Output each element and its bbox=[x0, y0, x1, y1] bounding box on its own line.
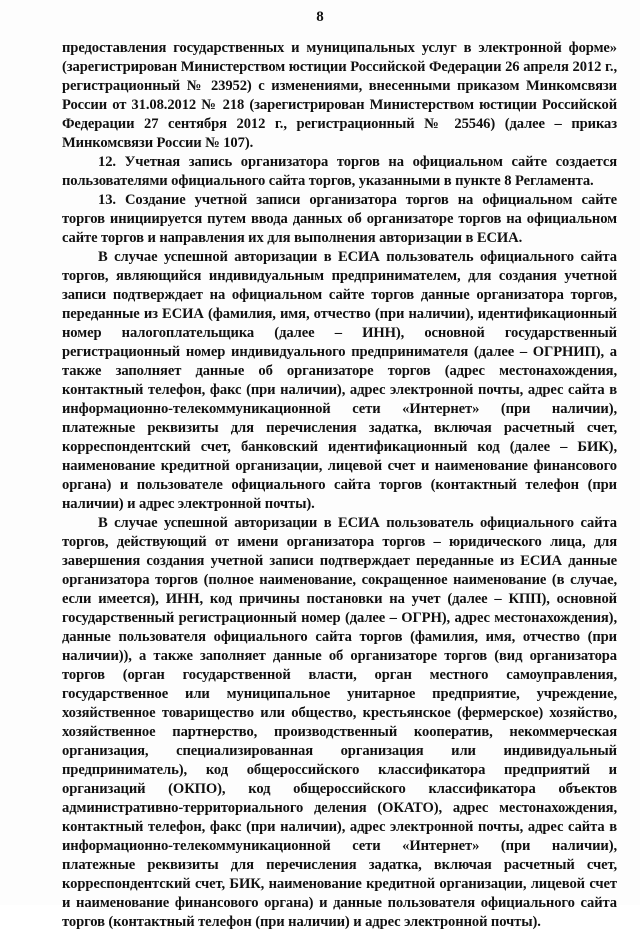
document-body bbox=[62, 39, 617, 932]
paragraph-item-12: 12. Учетная запись организатора торгов на официальном сайте создается пользователями официального сайта торгов, указанными в пункте 8 Регламента. bbox=[62, 154, 617, 189]
page-number: 8 bbox=[316, 9, 324, 25]
paragraph-legal-entity: В случае успешной авторизации в ЕСИА пользователь официального сайта торгов, действующий от имени организатора торгов – юридического лица, для завершения создания учетной записи подтверждает переданные из ЕСИА данные организатора торгов (полное наименование, сокращенное наименование (в случае, если имеется), ИНН, код причины постановки на учет (далее – КПП), основной государственный регистрационный номер (далее – ОГРН), адрес местонахождения), данные пользователя официального сайта торгов (фамилия, имя, отчество (при наличии)), а также заполняет данные об организаторе торгов (вид организатора торгов (орган государственной власти, орган местного самоуправления, государственное или муниципальное унитарное предприятие, учреждение, хозяйственное товарищество или общество, крестьянское (фермерское) хозяйство, хозяйственное партнерство, производственный кооператив, некоммерческая организация, специализированная организация или индивидуальный предприниматель), код общероссийского классификатора предприятий и организаций (ОКПО), код общероссийского классификатора объектов административно-территориального деления (ОКАТО), адрес местонахождения, контактный телефон, факс (при наличии), адрес электронной почты, адрес сайта в информационно-телекоммуникационной сети «Интернет» (при наличии), платежные реквизиты для перечисления задатка, включая расчетный счет, корреспондентский счет, БИК, наименование кредитной организации, лицевой счет и наименование финансового органа) и данные пользователя официального сайта торгов (контактный телефон (при наличии) и адрес электронной почты). bbox=[62, 515, 617, 930]
paragraph-continuation: предоставления государственных и муниципальных услуг в электронной форме» (зарегистрирован Министерством юстиции Российской Федерации 26 апреля 2012 г., регистрационный № 23952) с изменениями, внесенными приказом Минкомсвязи России от 31.08.2012 № 218 (зарегистрирован Министерством юстиции Российской Федерации 27 сентября 2012 г., регистрационный № 25546) (далее – приказ Минкомсвязи России № 107). bbox=[62, 40, 617, 151]
paragraph-item-13: 13. Создание учетной записи организатора торгов на официальном сайте торгов инициируется путем ввода данных об организаторе торгов на официальном сайте торгов и направления их для выполнения авторизации в ЕСИА. bbox=[62, 192, 617, 246]
paragraph-individual-entrepreneur: В случае успешной авторизации в ЕСИА пользователь официального сайта торгов, являющийся индивидуальным предпринимателем, для создания учетной записи подтверждает на официальном сайте торгов данные организатора торгов, переданные из ЕСИА (фамилия, имя, отчество (при наличии), идентификационный номер налогоплательщика (далее – ИНН), основной государственный регистрационный номер индивидуального предпринимателя (далее – ОГРНИП), а также заполняет данные об организаторе торгов (адрес местонахождения, контактный телефон, факс (при наличии), адрес электронной почты, адрес сайта в информационно-телекоммуникационной сети «Интернет» (при наличии), платежные реквизиты для перечисления задатка, включая расчетный счет, корреспондентский счет, банковский идентификационный код (далее – БИК), наименование кредитной организации, лицевой счет и наименование финансового органа) и пользователе официального сайта торгов (контактный телефон (при наличии) и адрес электронной почты). bbox=[62, 249, 617, 512]
